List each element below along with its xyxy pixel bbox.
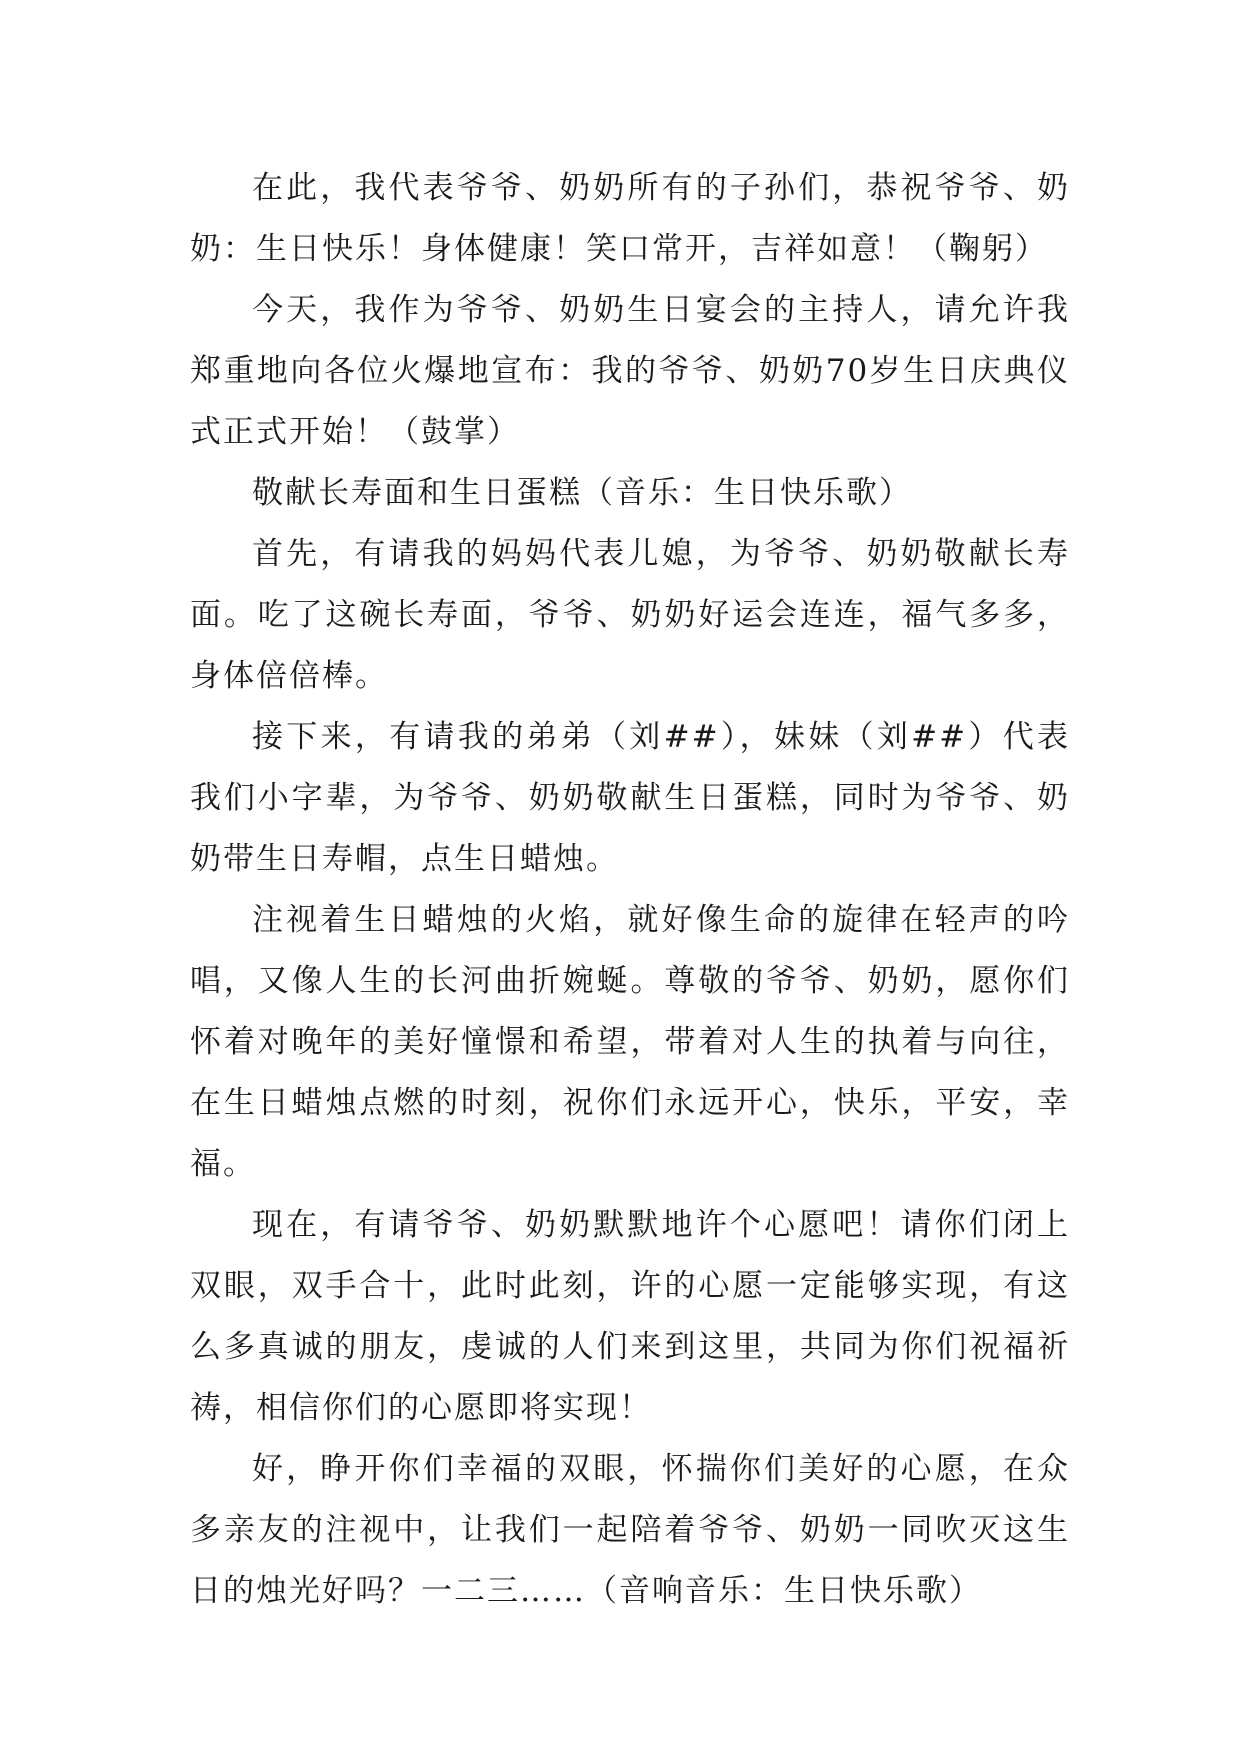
paragraph-blow-candles: 好，睁开你们幸福的双眼，怀揣你们美好的心愿，在众多亲友的注视中，让我们一起陪着爷爷、奶奶一同吹灭这生日的烛光好吗？一二三……（音响音乐：生日快乐歌） (190, 1451, 1070, 1609)
document-body (190, 158, 1070, 1622)
paragraph-section-heading: 敬献长寿面和生日蛋糕（音乐：生日快乐歌） (252, 475, 912, 511)
paragraph-longevity-noodles: 首先，有请我的妈妈代表儿媳，为爷爷、奶奶敬献长寿面。吃了这碗长寿面，爷爷、奶奶好运会连连，福气多多，身体倍倍棒。 (190, 536, 1070, 694)
paragraph-announcement: 今天，我作为爷爷、奶奶生日宴会的主持人，请允许我郑重地向各位火爆地宣布：我的爷爷、奶奶70岁生日庆典仪式正式开始！（鼓掌） (190, 292, 1070, 450)
paragraph-candles: 注视着生日蜡烛的火焰，就好像生命的旋律在轻声的吟唱，又像人生的长河曲折婉蜒。尊敬的爷爷、奶奶，愿你们怀着对晚年的美好憧憬和希望，带着对人生的执着与向往，在生日蜡烛点燃的时刻，祝你们永远开心，快乐，平安，幸福。 (190, 902, 1070, 1182)
paragraph-birthday-cake: 接下来，有请我的弟弟（刘##），妹妹（刘##）代表我们小字辈，为爷爷、奶奶敬献生日蛋糕，同时为爷爷、奶奶带生日寿帽，点生日蜡烛。 (190, 719, 1070, 877)
paragraph-greeting: 在此，我代表爷爷、奶奶所有的子孙们，恭祝爷爷、奶奶：生日快乐！身体健康！笑口常开，吉祥如意！（鞠躬） (190, 170, 1070, 267)
paragraph-wish: 现在，有请爷爷、奶奶默默地许个心愿吧！请你们闭上双眼，双手合十，此时此刻，许的心愿一定能够实现，有这么多真诚的朋友，虔诚的人们来到这里，共同为你们祝福祈祷，相信你们的心愿即将实现！ (190, 1207, 1070, 1426)
